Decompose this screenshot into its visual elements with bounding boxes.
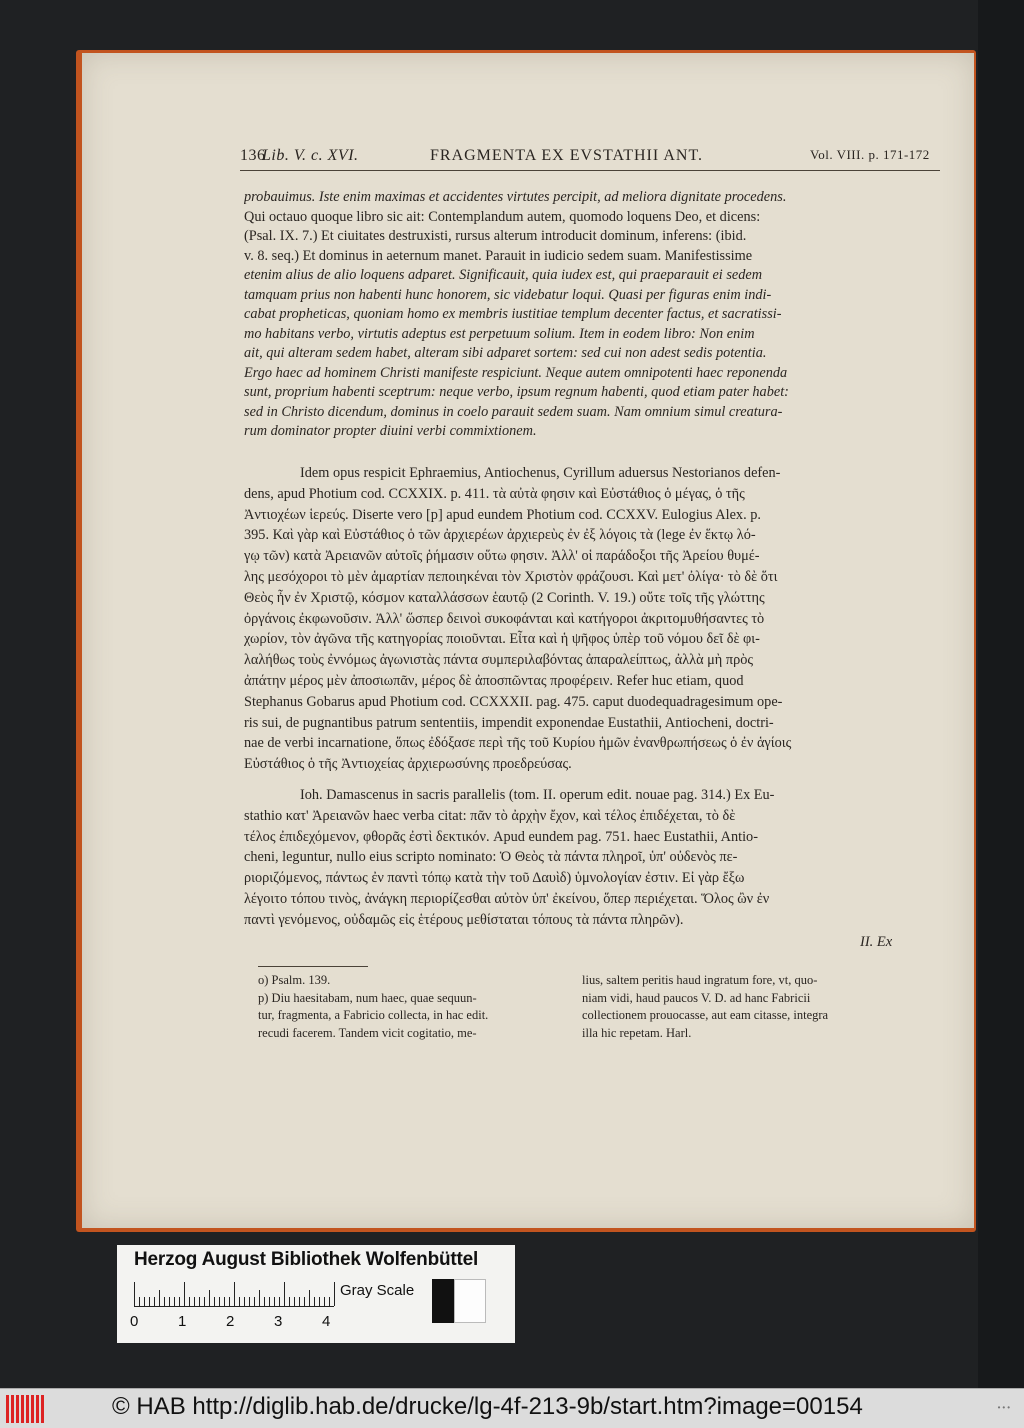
- text-line: ὀργάνοις ἐκφωνοῦσιν. Ἀλλ' ὥσπερ δεινοὶ συκοφάνται καὶ κατήγοροι ἀκριτομυθήσαντες τὸ: [244, 610, 765, 627]
- ruler-tick: [274, 1297, 275, 1306]
- gray-scale-white-patch: [454, 1279, 486, 1323]
- text-line: χωρίον, τὸν ἀγῶνα τῆς κατηγορίας ποιοῦνται. Εἶτα καὶ ἡ ψῆφος ὑπὲρ τοῦ νόμου δεῖ δὲ φι-: [244, 631, 760, 648]
- ruler-tick: [199, 1297, 200, 1306]
- ruler-tick: [219, 1297, 220, 1306]
- cm-ruler: [134, 1281, 334, 1307]
- ruler-tick: [204, 1297, 205, 1306]
- gray-scale-black-patch: [432, 1279, 454, 1323]
- ruler-tick: [264, 1297, 265, 1306]
- copyright-url[interactable]: © HAB http://diglib.hab.de/drucke/lg-4f-213-9b/start.htm?image=00154: [112, 1393, 863, 1420]
- text-line: sed in Christo dicendum, dominus in coelo parauit sedem suam. Nam omnium simul creatura-: [244, 403, 783, 420]
- ruler-tick: [284, 1282, 285, 1306]
- ruler-tick: [314, 1297, 315, 1306]
- text-line: dens, apud Photium cod. CCXXIX. p. 411. τὰ αὐτὰ φησιν καὶ Εὐστάθιος ὁ μέγας, ὁ τῆς: [244, 485, 745, 502]
- text-line: etenim alius de alio loquens adparet. Significauit, quia iudex est, qui praeparauit ei sedem: [244, 267, 763, 283]
- text-line: Stephanus Gobarus apud Photium cod. CCXXXII. pag. 475. caput duodequadragesimum ope-: [244, 693, 783, 710]
- ruler-tick: [309, 1290, 310, 1306]
- ruler-tick: [334, 1282, 335, 1306]
- ruler-tick: [249, 1297, 250, 1306]
- footnote-line: lius, saltem peritis haud ingratum fore, vt, quo-: [582, 973, 818, 987]
- ruler-tick: [139, 1297, 140, 1306]
- ruler-tick: [234, 1282, 235, 1306]
- ruler-tick: [184, 1282, 185, 1306]
- ruler-tick: [224, 1297, 225, 1306]
- footnote-line: recudi facerem. Tandem vicit cogitatio, me-: [258, 1025, 477, 1040]
- ruler-number: 2: [226, 1313, 235, 1330]
- text-line: ἀπάτην μέρος μὲν ἀποσιωπᾶν, μέρος δὲ ἀποσπῶντας προφέρειν. Refer huc etiam, quod: [244, 673, 744, 689]
- ruler-tick: [174, 1297, 175, 1306]
- text-line: γῳ τῶν) κατὰ Ἀρειανῶν αὐτοῖς ῥήμασιν οὕτω φησιν. Ἀλλ' οἱ παράδοξοι τῆς Ἀρείου θυμέ-: [244, 548, 760, 565]
- ruler-tick: [259, 1290, 260, 1306]
- ruler-tick: [149, 1297, 150, 1306]
- text-line: Ἀντιοχέων ἱερεύς. Diserte vero [p] apud eundem Photium cod. CCXXV. Eulogius Alex. p.: [244, 506, 761, 523]
- text-line: tamquam prius non habenti hunc honorem, sic videbatur loqui. Quasi per figuras enim indi-: [244, 286, 772, 303]
- ruler-number: 0: [130, 1313, 139, 1330]
- text-line: cheni, leguntur, nullo eius scripto nominato: Ὁ Θεὸς τὰ πάντα πληροῖ, ὑπ' οὐδενὸς πε-: [244, 849, 738, 866]
- hab-logo-icon: [6, 1395, 46, 1423]
- text-line: λης μεσόχοροι τὸ μὲν ἁμαρτίαν πεποιηκέναι τὸν Χριστὸν φράζουσι. Καὶ μετ' ὀλίγα· τὸ δὲ ὅτι: [244, 569, 778, 585]
- footnote-line: o) Psalm. 139.: [258, 973, 331, 987]
- text-line: v. 8. seq.) Et dominus in aeternum manet. Parauit in iudicio sedem suam. Manifestissime: [244, 247, 753, 264]
- ruler-tick: [214, 1297, 215, 1306]
- running-head: [240, 147, 940, 169]
- ruler-tick: [179, 1297, 180, 1306]
- ruler-tick: [299, 1297, 300, 1306]
- running-title: FRAGMENTA EX EVSTATHII ANT.: [430, 147, 704, 164]
- ruler-tick: [209, 1290, 210, 1306]
- footnote-rule: [258, 966, 368, 967]
- text-line: sunt, proprium habenti sceptrum: neque verbo, ipsum regnum habenti, quod etiam pater habet:: [244, 384, 789, 400]
- ruler-tick: [154, 1297, 155, 1306]
- ruler-tick: [294, 1297, 295, 1306]
- right-margin-strip: [978, 0, 1024, 1388]
- status-dots-icon: •••: [997, 1403, 1012, 1412]
- text-line: nae de verbi incarnatione, ὅπως ἐδόξασε περὶ τῆς τοῦ Κυρίου ἡμῶν ἐνανθρωπήσεως ὁ ἐν ἁγίοις: [244, 735, 792, 752]
- text-line: παντὶ γενόμενος, οὐδαμῶς εἰς ἑτέρους μεθίσταται τόπους τὰ πάντα πληρῶν).: [244, 911, 684, 928]
- volume-reference: Vol. VIII. p. 171-172: [810, 147, 930, 162]
- ruler-tick: [324, 1297, 325, 1306]
- text-line: probauimus. Iste enim maximas et accidentes virtutes percipit, ad meliora dignitate procedens.: [244, 189, 787, 205]
- page-number: 136: [240, 147, 266, 164]
- footnote-line: p) Diu haesitabam, num haec, quae sequun-: [258, 990, 477, 1005]
- status-bar: [0, 1388, 1024, 1428]
- ruler-tick: [159, 1290, 160, 1306]
- text-line: Ergo haec ad hominem Christi manifeste respiciunt. Neque autem omnipotenti haec reponenda: [244, 364, 788, 381]
- section-reference: Lib. V. c. XVI.: [262, 147, 359, 164]
- ruler-tick: [164, 1297, 165, 1306]
- ruler-tick: [134, 1282, 135, 1306]
- ruler-number: 4: [322, 1313, 331, 1330]
- text-line: Θεὸς ἦν ἐν Χριστῷ, κόσμον καταλλάσσων ἑαυτῷ (2 Corinth. V. 19.) οὔτε τοῖς τῆς γλώττης: [244, 589, 765, 606]
- text-line: Εὐστάθιος ὁ τῆς Ἀντιοχείας ἀρχιερωσύνης προεδρεύσας.: [244, 756, 572, 773]
- footnote-line: illa hic repetam. Harl.: [582, 1025, 692, 1040]
- ruler-number: 1: [178, 1313, 187, 1330]
- footnote-line: niam vidi, haud paucos V. D. ad hanc Fabricii: [582, 990, 811, 1005]
- footnote-line: collectionem prouocasse, aut eam citasse, integra: [582, 1008, 829, 1022]
- text-line: stathio κατ' Ἀρειανῶν haec verba citat: πᾶν τὸ ἀρχὴν ἔχον, καὶ τέλος ἐπιδέχεται, τὸ δὲ: [244, 807, 736, 824]
- gray-scale-label: Gray Scale: [340, 1282, 415, 1299]
- text-line: τέλος ἐπιδεχόμενον, φθορᾶς ἐστὶ δεκτικόν. Apud eundem pag. 751. haec Eustathii, Antio-: [244, 828, 758, 845]
- text-line: λέγοιτο τόπου τινὸς, ἀνάγκη περιορίζεσθαι αὐτὸν ὑπ' ἐκείνου, ὅπερ περιέχεται. Ὅλος ὢν ἐν: [244, 891, 770, 907]
- catchword: II. Ex: [860, 934, 893, 950]
- text-line: Idem opus respicit Ephraemius, Antiochenus, Cyrillum aduersus Nestorianos defen-: [300, 465, 781, 481]
- ruler-tick: [189, 1297, 190, 1306]
- ruler-tick: [329, 1297, 330, 1306]
- text-line: ait, qui alteram sedem habet, alteram sibi adparet sortem: sed cui non adest sedis potentia.: [244, 345, 767, 361]
- ruler-tick: [269, 1297, 270, 1306]
- ruler-tick: [319, 1297, 320, 1306]
- text-line: Ioh. Damascenus in sacris parallelis (tom. II. operum edit. nouae pag. 314.) Ex Eu-: [300, 787, 775, 803]
- ruler-tick: [244, 1297, 245, 1306]
- text-line: mo habitans verbo, virtutis adeptus est perpetuum solium. Item in eodem libro: Non enim: [244, 325, 755, 342]
- text-line: rum dominator propter diuini verbi commixtionem.: [244, 423, 537, 439]
- footnotes-right-column: [582, 972, 934, 1042]
- footnotes-left-column: [258, 972, 580, 1042]
- ruler-tick: [169, 1297, 170, 1306]
- text-line: cabat propheticas, quoniam homo ex membris iustitiae templum decenter factus, et sacratissi-: [244, 306, 782, 322]
- library-name: Herzog August Bibliothek Wolfenbüttel: [134, 1249, 479, 1270]
- ruler-tick: [239, 1297, 240, 1306]
- text-line: 395. Καὶ γὰρ καὶ Εὐστάθιος ὁ τῶν ἀρχιερέων ἀρχιερεὺς ἐν ἐξ λόγοις τὰ (lege ἐν ἕκτῳ λό-: [244, 527, 756, 544]
- text-line: ριοριζόμενος, πάντως ἐν παντὶ τόπῳ κατὰ τὴν τοῦ Δαυὶδ) ὑμνολογίαν ἐστιν. Εἰ γὰρ ἔξω: [244, 870, 745, 887]
- ruler-number: 3: [274, 1313, 283, 1330]
- ruler-tick: [254, 1297, 255, 1306]
- text-line: (Psal. IX. 7.) Et ciuitates destruxisti, rursus alterum introducit dominum, inferens: (ibid.: [244, 228, 747, 244]
- text-line: Qui octauo quoque libro sic ait: Contemplandum autem, quomodo loquens Deo, et dicens:: [244, 208, 761, 225]
- ruler-tick: [304, 1297, 305, 1306]
- text-line: ris sui, de pugnantibus patrum sententiis, impendit exponendae Eustathii, Antiocheni, doctri-: [244, 714, 774, 731]
- ruler-tick: [229, 1297, 230, 1306]
- ruler-tick: [144, 1297, 145, 1306]
- footnote-line: tur, fragmenta, a Fabricio collecta, in hac edit.: [258, 1008, 489, 1022]
- head-rule: [240, 170, 940, 171]
- ruler-tick: [194, 1297, 195, 1306]
- ruler-tick: [279, 1297, 280, 1306]
- text-line: λαλήθως τοὺς ἐννόμως ἀγωνιστὰς πάντα συμπεριλαβόντας ἀπαραλείπτως, ἀλλὰ μὴ πρὸς: [244, 652, 754, 669]
- ruler-tick: [289, 1297, 290, 1306]
